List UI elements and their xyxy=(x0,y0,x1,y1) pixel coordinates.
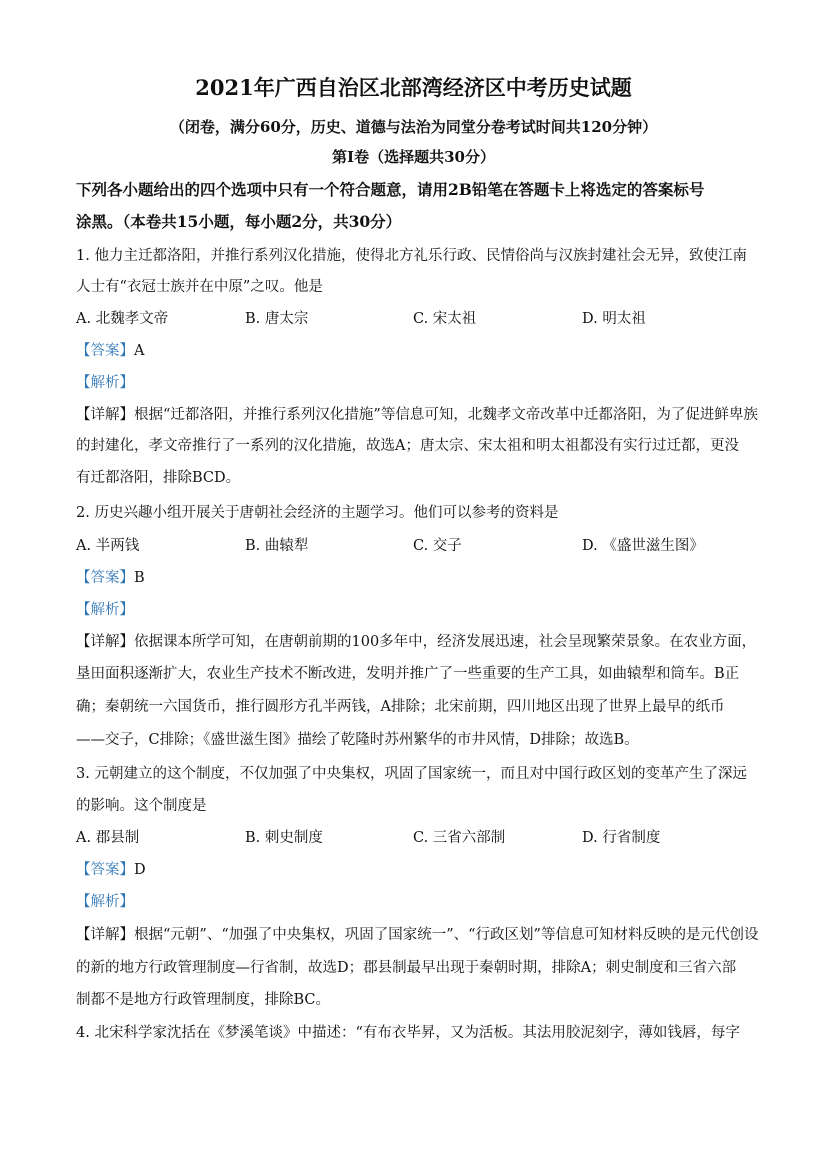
q3-answer: D xyxy=(134,862,146,878)
q3-stem-line-1: 3. 元朝建立的这个制度，不仅加强了中央集权，巩固了国家统一，而且对中国行政区划的变革产生了深远 xyxy=(76,766,747,782)
q4-stem-line-1: 4. 北宋科学家沈括在《梦溪笔谈》中描述：“有布衣毕昇，又为活板。其法用胶泥刻字，薄如钱唇，每字 xyxy=(76,1025,740,1041)
q1-answer: A xyxy=(134,343,145,359)
q1-detail-line-3: 有迁都洛阳，排除BCD。 xyxy=(76,470,241,486)
q2-answer: B xyxy=(134,570,145,586)
q2-detail-line-1: 【详解】依据课本所学可知，在唐朝前期的100多年中，经济发展迅速，社会呈现繁荣景象。在农业方面， xyxy=(76,634,757,650)
q2-detail-line-3: 确；秦朝统一六国货币，推行圆形方孔半两钱，A排除；北宋前期，四川地区出现了世界上最早的纸币 xyxy=(76,699,725,715)
q2-option-b: B. 曲辕犁 xyxy=(245,538,309,554)
q1-option-a: A. 北魏孝文帝 xyxy=(76,311,169,327)
q2-detail-line-2: 垦田面积逐渐扩大，农业生产技术不断改进，发明并推广了一些重要的生产工具，如曲辕犁和筒车。B正 xyxy=(76,666,740,682)
q1-detail-line-2: 的封建化，孝文帝推行了一系列的汉化措施，故选A；唐太宗、宋太祖和明太祖都没有实行过迁都，更没 xyxy=(76,438,739,454)
q2-analysis-tag: 【解析】 xyxy=(76,602,134,618)
q2-answer-line: 【答案】B xyxy=(76,570,145,586)
q1-stem-line-1: 1. 他力主迁都洛阳，并推行系列汉化措施，使得北方礼乐行政、民情俗尚与汉族封建社会无异，致使江南 xyxy=(76,248,747,264)
q3-stem-line-2: 的影响。这个制度是 xyxy=(76,798,207,814)
instructions-line-1: 下列各小题给出的四个选项中只有一个符合题意，请用2B铅笔在答题卡上将选定的答案标号 xyxy=(76,180,705,199)
q3-answer-line: 【答案】D xyxy=(76,862,146,878)
instructions-line-2: 涂黑。（本卷共15小题，每小题2分，共30分） xyxy=(76,212,402,231)
q1-option-b: B. 唐太宗 xyxy=(245,311,309,327)
q1-answer-line xyxy=(76,341,752,361)
q1-detail-line-1: 【详解】根据“迁都洛阳，并推行系列汉化措施”等信息可知，北魏孝文帝改革中迁都洛阳，为了促进鲜卑族 xyxy=(76,407,758,423)
q2-option-a: A. 半两钱 xyxy=(76,538,140,554)
q1-analysis-tag: 【解析】 xyxy=(76,375,134,391)
q2-stem-line-1: 2. 历史兴趣小组开展关于唐朝社会经济的主题学习。他们可以参考的资料是 xyxy=(76,505,559,521)
q2-option-d: D. 《盛世滋生图》 xyxy=(582,538,704,554)
q1-stem-line-2: 人士有“衣冠士族并在中原”之叹。他是 xyxy=(76,279,323,295)
exam-subtitle: （闭卷，满分60分，历史、道德与法治为同堂分卷考试时间共120分钟） xyxy=(169,118,658,136)
q1-option-c: C. 宋太祖 xyxy=(413,311,477,327)
q3-option-d: D. 行省制度 xyxy=(582,830,661,846)
section-heading: 第Ⅰ卷（选择题共30分） xyxy=(332,148,495,166)
q3-analysis-tag: 【解析】 xyxy=(76,894,134,910)
q3-detail-line-3: 制都不是地方行政管理制度，排除BC。 xyxy=(76,992,331,1008)
q2-detail-line-4: ——交子，C排除；《盛世滋生图》描绘了乾隆时苏州繁华的市井风情，D排除；故选B。 xyxy=(76,732,639,748)
q2-option-c: C. 交子 xyxy=(413,538,462,554)
q1-option-d: D. 明太祖 xyxy=(582,311,646,327)
q3-option-b: B. 刺史制度 xyxy=(245,830,323,846)
q3-option-c: C. 三省六部制 xyxy=(413,830,506,846)
q3-detail-line-2: 的新的地方行政管理制度—行省制，故选D；郡县制最早出现于秦朝时期，排除A；刺史制度和三省六部 xyxy=(76,960,737,976)
q3-option-a: A. 郡县制 xyxy=(76,830,140,846)
exam-title: 2021年广西自治区北部湾经济区中考历史试题 xyxy=(195,75,632,100)
q3-detail-line-1: 【详解】根据“元朝”、“加强了中央集权，巩固了国家统一”、“行政区划”等信息可知材料反映的是元代创设 xyxy=(76,927,759,943)
answer-tag: 【答案】 xyxy=(76,343,134,359)
